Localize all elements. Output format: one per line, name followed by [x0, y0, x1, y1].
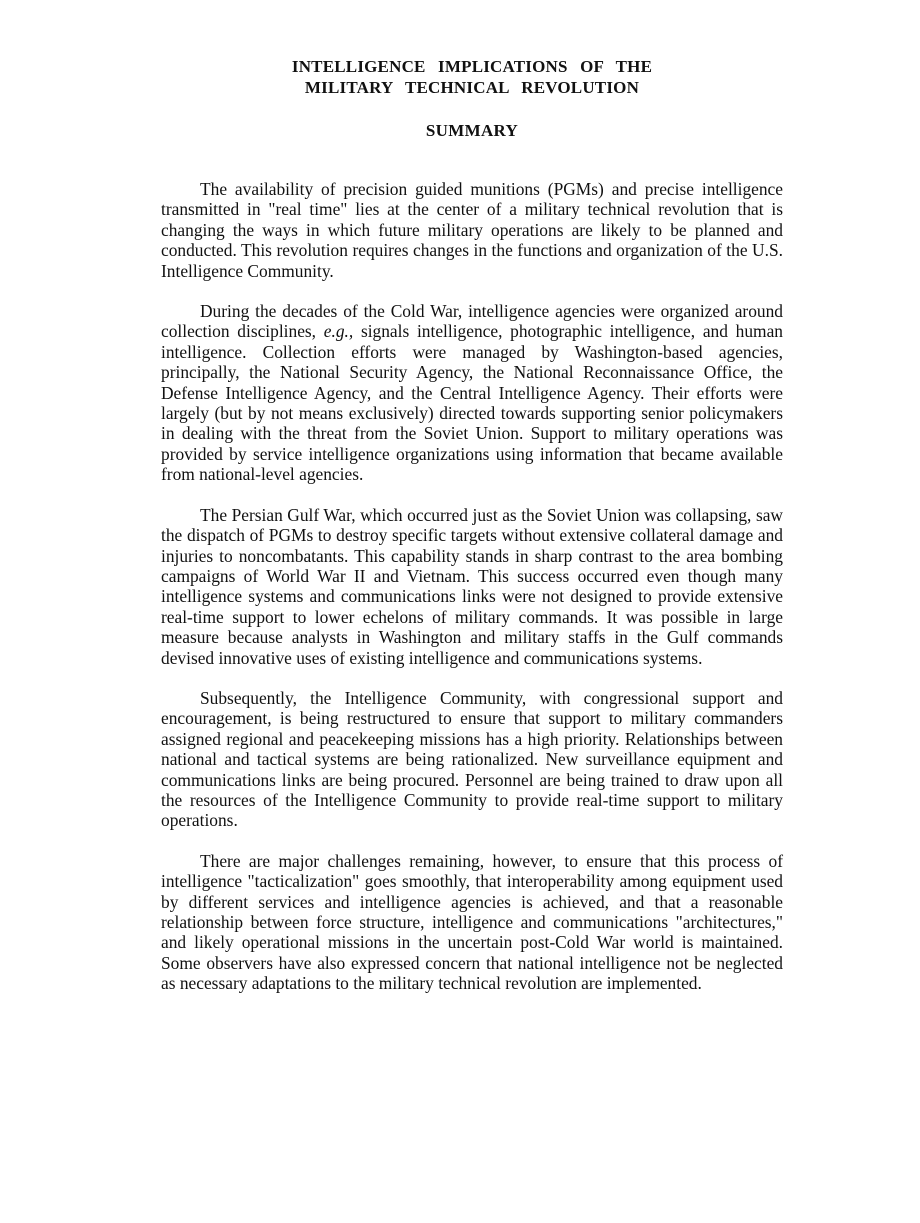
paragraph-4: Subsequently, the Intelligence Community, with congressional support and encouragement, is being restructured to ensure that support to military commanders assigned regional and peacekeeping missions has a high priority. Relationships between national and tactical systems are being rationalized. New surveillance equipment and communications links are being procured. Personnel are being trained to draw upon all the resources of the Intelligence Community to provide real-time support to military operations. [161, 687, 783, 831]
paragraph-2 [161, 301, 783, 485]
title-line-1: INTELLIGENCE IMPLICATIONS OF THE [291, 57, 653, 76]
summary-heading: SUMMARY [425, 121, 519, 140]
document-title [161, 56, 783, 98]
paragraph-5: There are major challenges remaining, however, to ensure that this process of intelligence "tacticalization" goes smoothly, that interoperability among equipment used by different services and intelligence agencies is achieved, and that a reasonable relationship between force structure, intelligence and communications "architectures," and likely operational missions in the uncertain post-Cold War world is maintained. Some observers have also expressed concern that national intelligence not be neglected as necessary adaptations to the military technical revolution are implemented. [161, 850, 783, 994]
document-page [161, 56, 783, 1014]
paragraph-3: The Persian Gulf War, which occurred just as the Soviet Union was collapsing, saw the dispatch of PGMs to destroy specific targets without extensive collateral damage and injuries to noncombatants. This capability stands in sharp contrast to the area bombing campaigns of World War II and Vietnam. This success occurred even though many intelligence systems and communications links were not designed to provide extensive real-time support to lower echelons of military commands. It was possible in large measure because analysts in Washington and military staffs in the Gulf commands devised innovative uses of existing intelligence and communications systems. [161, 504, 783, 668]
paragraph-1: The availability of precision guided munitions (PGMs) and precise intelligence transmitted in "real time" lies at the center of a military technical revolution that is changing the ways in which future military operations are likely to be planned and conducted. This revolution requires changes in the functions and organization of the U.S. Intelligence Community. [161, 179, 783, 281]
paragraph-2-part-1: During the decades of the Cold War, intelligence agencies were organized around collection disciplines, [161, 301, 783, 342]
title-line-2: MILITARY TECHNICAL REVOLUTION [304, 78, 640, 97]
summary-body [161, 179, 783, 994]
paragraph-2-italic: e.g., [323, 321, 354, 342]
paragraph-2-part-2: signals intelligence, photographic intelligence, and human intelligence. Collection efforts were managed by Washington-based agencies, principally, the National Security Agency, the National Reconnaissance Office, the Defense Intelligence Agency, and the Central Intelligence Agency. Their efforts were largely (but by not means exclusively) directed towards supporting senior policymakers in dealing with the threat from the Soviet Union. Support to military operations was provided by service intelligence organizations using information that became available from national-level agencies. [161, 321, 783, 485]
